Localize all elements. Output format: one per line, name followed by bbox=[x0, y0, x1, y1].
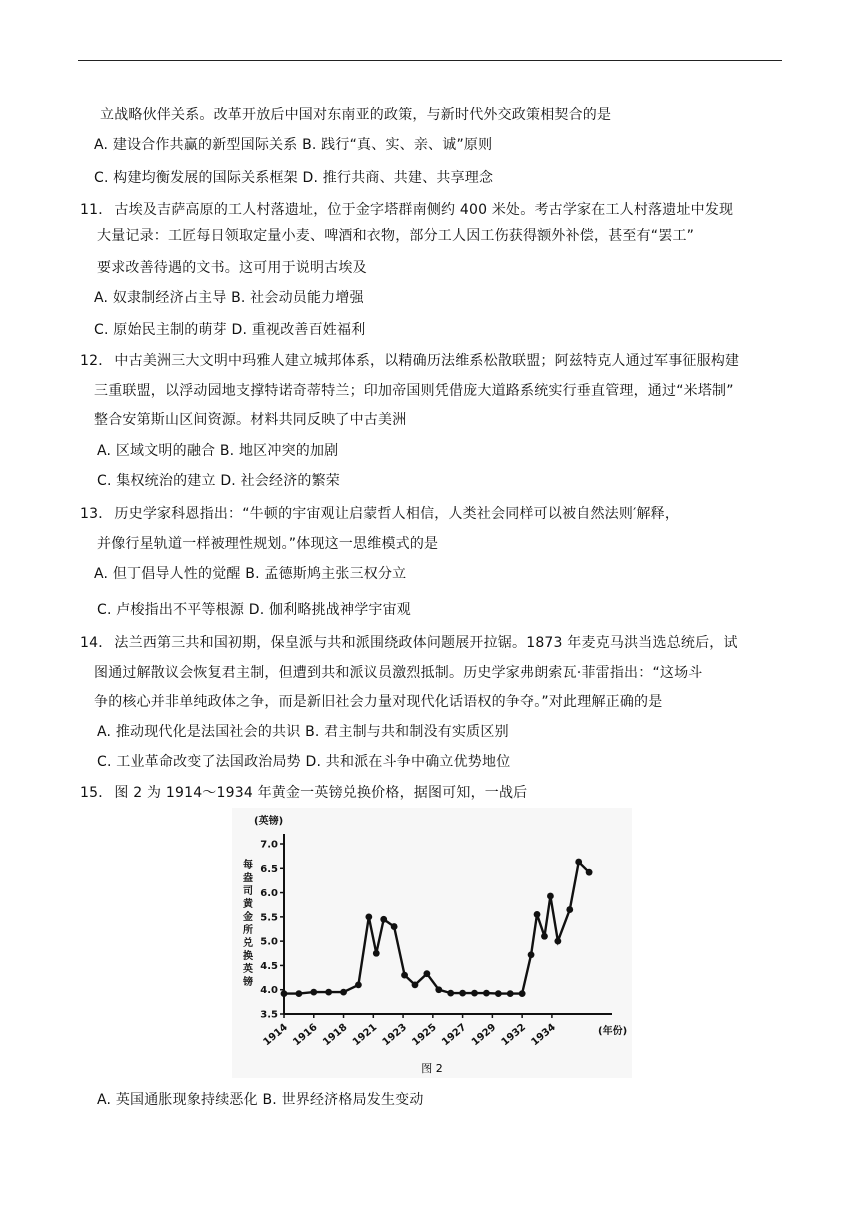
y-axis-label-char: 盎 bbox=[243, 873, 253, 884]
data-point bbox=[391, 923, 398, 930]
q11-stem-2: 大量记录：工匠每日领取定量小麦、啤酒和衣物，部分工人因工伤获得额外补偿，甚至有“罢工” bbox=[97, 228, 695, 244]
q14-options-ab: A. 推动现代化是法国社会的共识 B. 君主制与共和制没有实质区别 bbox=[97, 724, 509, 740]
q13-options-cd: C. 卢梭指出不平等根源 D. 伽利略挑战神学宇宙观 bbox=[97, 602, 412, 618]
y-axis-label-char: 黄 bbox=[243, 899, 253, 910]
y-unit-label: (英镑) bbox=[254, 816, 284, 827]
y-tick-label: 4.0 bbox=[260, 985, 278, 997]
y-tick-label: 7.0 bbox=[260, 839, 278, 851]
q12-options-ab: A. 区域文明的融合 B. 地区冲突的加剧 bbox=[97, 443, 339, 459]
x-tick-label: 1925 bbox=[410, 1021, 439, 1049]
data-point bbox=[281, 990, 288, 997]
y-axis-label-char: 所 bbox=[243, 925, 253, 936]
figure-caption: 图 2 bbox=[421, 1062, 443, 1075]
data-point bbox=[423, 970, 430, 977]
q14-stem-3: 争的核心并非单纯政体之争，而是新旧社会力量对现代化话语权的争夺。”对此理解正确的是 bbox=[94, 694, 663, 710]
q13-options-ab: A. 但丁倡导人性的觉醒 B. 孟德斯鸠主张三权分立 bbox=[94, 566, 407, 582]
y-tick-label: 6.5 bbox=[260, 863, 278, 875]
q13-stem-2: 并像行星轨道一样被理性规划。”体现这一思维模式的是 bbox=[97, 536, 439, 552]
data-point bbox=[373, 950, 380, 957]
data-point bbox=[519, 990, 526, 997]
q10-continuation: 立战略伙伴关系。改革开放后中国对东南亚的政策，与新时代外交政策相契合的是 bbox=[100, 107, 612, 123]
q12-options-cd: C. 集权统治的建立 D. 社会经济的繁荣 bbox=[97, 473, 341, 489]
q15-line-1 bbox=[80, 784, 527, 802]
q14-options-cd: C. 工业革命改变了法国政治局势 D. 共和派在斗争中确立优势地位 bbox=[97, 754, 511, 770]
q14-line-1 bbox=[80, 634, 738, 652]
q10-options-cd: C. 构建均衡发展的国际关系框架 D. 推行共商、共建、共享理念 bbox=[94, 170, 494, 186]
data-point bbox=[365, 913, 372, 920]
y-tick-label: 3.5 bbox=[260, 1009, 278, 1021]
q13-line-1 bbox=[80, 505, 679, 523]
data-point bbox=[447, 990, 454, 997]
y-axis-label-char: 司 bbox=[243, 886, 253, 897]
data-point bbox=[554, 938, 561, 945]
data-point bbox=[586, 869, 593, 876]
y-axis-label-char: 金 bbox=[243, 912, 253, 923]
chart-background bbox=[232, 808, 632, 1078]
y-axis-label-char: 换 bbox=[243, 951, 253, 962]
data-point bbox=[507, 990, 514, 997]
q13-number: 13． bbox=[80, 506, 113, 522]
x-tick-label: 1921 bbox=[350, 1021, 380, 1049]
q15-number: 15． bbox=[80, 785, 113, 801]
q14-number: 14． bbox=[80, 635, 113, 651]
data-point bbox=[547, 893, 554, 900]
data-point bbox=[495, 990, 502, 997]
data-point bbox=[355, 981, 362, 988]
q15-options-ab: A. 英国通胀现象持续恶化 B. 世界经济格局发生变动 bbox=[97, 1092, 424, 1108]
q12-stem-1: 中古美洲三大文明中玛雅人建立城邦体系，以精确历法维系松散联盟；阿兹特克人通过军事征服构建 bbox=[114, 353, 740, 369]
q14-stem-1: 法兰西第三共和国初期，保皇派与共和派围绕政体问题展开拉锯。1873 年麦克马洪当选总统后，试 bbox=[114, 635, 738, 651]
y-axis-label-char: 每 bbox=[243, 860, 253, 871]
y-axis-label-char: 兑 bbox=[243, 938, 253, 949]
x-tick-label: 1918 bbox=[321, 1021, 350, 1049]
q12-number: 12． bbox=[80, 353, 113, 369]
x-tick-label: 1927 bbox=[440, 1021, 469, 1049]
q12-stem-2: 三重联盟，以浮动园地支撑特诺奇蒂特兰；印加帝国则凭借庞大道路系统实行垂直管理，通过“米塔制” bbox=[94, 383, 734, 399]
data-point bbox=[528, 951, 535, 958]
q11-stem-1: 古埃及吉萨高原的工人村落遗址，位于金字塔群南侧约 400 米处。考古学家在工人村落遗址中发现 bbox=[114, 202, 734, 218]
y-tick-label: 5.5 bbox=[260, 912, 278, 924]
q11-options-ab: A. 奴隶制经济占主导 B. 社会动员能力增强 bbox=[94, 290, 364, 306]
y-axis-label-char: 英 bbox=[243, 964, 253, 975]
y-tick-label: 4.5 bbox=[260, 960, 278, 972]
x-unit-label: (年份) bbox=[598, 1026, 628, 1037]
figure-2-gold-price-chart bbox=[232, 808, 632, 1078]
q15-stem-1: 图 2 为 1914～1934 年黄金一英镑兑换价格，据图可知，一战后 bbox=[114, 785, 528, 801]
x-tick-label: 1934 bbox=[529, 1021, 558, 1049]
q12-line-1 bbox=[80, 352, 739, 370]
data-point bbox=[325, 989, 332, 996]
x-tick-label: 1932 bbox=[499, 1021, 529, 1049]
x-tick-label: 1929 bbox=[469, 1021, 499, 1049]
x-tick-label: 1914 bbox=[261, 1021, 290, 1049]
x-tick-label: 1923 bbox=[380, 1021, 409, 1049]
data-point bbox=[534, 911, 541, 918]
q11-line-1 bbox=[80, 201, 733, 219]
q11-options-cd: C. 原始民主制的萌芽 D. 重视改善百姓福利 bbox=[94, 322, 366, 338]
q10-options-ab: A. 建设合作共赢的新型国际关系 B. 践行“真、实、亲、诚”原则 bbox=[94, 137, 493, 153]
data-point bbox=[310, 989, 317, 996]
y-axis-label-char: 镑 bbox=[243, 977, 253, 988]
data-point bbox=[412, 981, 419, 988]
data-point bbox=[541, 933, 548, 940]
q11-stem-3: 要求改善待遇的文书。这可用于说明古埃及 bbox=[97, 260, 367, 276]
y-tick-label: 5.0 bbox=[260, 936, 278, 948]
data-point bbox=[380, 916, 387, 923]
data-point bbox=[566, 906, 573, 913]
q13-stem-1: 历史学家科恩指出：“牛顿的宇宙观让启蒙哲人相信，人类社会同样可以被自然法则′解释， bbox=[114, 506, 680, 522]
q12-stem-3: 整合安第斯山区间资源。材料共同反映了中古美洲 bbox=[94, 412, 407, 428]
x-tick-label: 1916 bbox=[291, 1021, 320, 1049]
data-point bbox=[483, 990, 490, 997]
data-point bbox=[401, 972, 408, 979]
data-point bbox=[471, 990, 478, 997]
data-point bbox=[459, 990, 466, 997]
q11-number: 11． bbox=[80, 202, 113, 218]
data-point bbox=[295, 990, 302, 997]
y-tick-label: 6.0 bbox=[260, 888, 278, 900]
chart-svg bbox=[232, 808, 632, 1078]
data-point bbox=[435, 986, 442, 993]
data-point bbox=[575, 859, 582, 866]
q14-stem-2: 图通过解散议会恢复君主制，但遭到共和派议员激烈抵制。历史学家弗朗索瓦·菲雷指出：“这场斗 bbox=[94, 665, 703, 681]
data-point bbox=[340, 989, 347, 996]
header-rule bbox=[78, 60, 782, 61]
